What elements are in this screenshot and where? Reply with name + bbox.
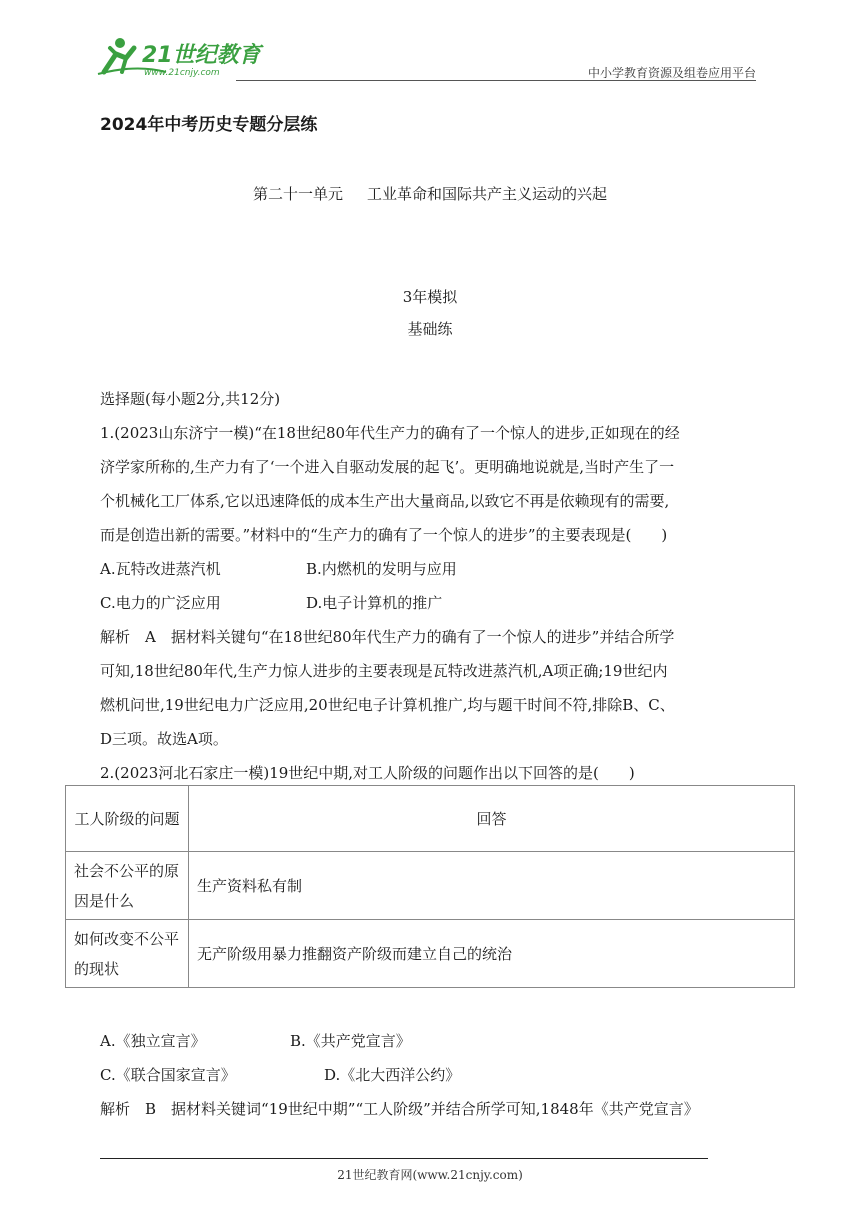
q1-options-row <box>100 552 770 586</box>
question-2-block <box>100 1024 770 1126</box>
q1-analysis-line: 可知,18世纪80年代,生产力惊人进步的主要表现是瓦特改进蒸汽机,A项正确;19世纪内 <box>100 662 668 680</box>
table-header-cell: 回答 <box>189 786 795 852</box>
table-header-cell: 工人阶级的问题 <box>66 786 189 852</box>
q1-stem-line: 1.(2023山东济宁一模)“在18世纪80年代生产力的确有了一个惊人的进步,正如现在的经 <box>100 424 680 442</box>
table-cell: 无产阶级用暴力推翻资产阶级而建立自己的统治 <box>189 920 795 988</box>
q1-analysis-line: 燃机问世,19世纪电力广泛应用,20世纪电子计算机推广,均与题干时间不符,排除B、C、 <box>100 696 675 714</box>
q1-options-row <box>100 586 770 620</box>
q1-stem-line: 而是创造出新的需要。”材料中的“生产力的确有了一个惊人的进步”的主要表现是( ) <box>100 526 668 544</box>
table-cell: 如何改变不公平的现状 <box>66 920 189 988</box>
section-heading: 选择题(每小题2分,共12分) <box>100 390 281 408</box>
table-cell: 社会不公平的原因是什么 <box>66 852 189 920</box>
table-cell: 生产资料私有制 <box>189 852 795 920</box>
q2-options-row <box>100 1024 770 1058</box>
footer-divider <box>100 1158 708 1159</box>
unit-title: 第二十一单元 工业革命和国际共产主义运动的兴起 <box>252 185 608 203</box>
q1-option-d[interactable]: D.电子计算机的推广 <box>306 594 443 612</box>
page-header <box>96 34 756 80</box>
q1-analysis-line: 解析 A 据材料关键句“在18世纪80年代生产力的确有了一个惊人的进步”并结合所学 <box>100 628 675 646</box>
footer-text[interactable]: 21世纪教育网(www.21cnjy.com) <box>337 1168 523 1182</box>
q2-option-a[interactable]: A.《独立宣言》 <box>100 1032 206 1050</box>
table-row <box>66 852 795 920</box>
q2-analysis-line: 解析 B 据材料关键词“19世纪中期”“工人阶级”并结合所学可知,1848年《共产党宣言》 <box>100 1100 699 1118</box>
table-row <box>66 920 795 988</box>
document-title: 2024年中考历史专题分层练 <box>100 115 318 135</box>
q2-option-c[interactable]: C.《联合国家宣言》 <box>100 1066 236 1084</box>
q1-option-b[interactable]: B.内燃机的发明与应用 <box>306 560 457 578</box>
table-row <box>66 786 795 852</box>
q1-analysis-line: D三项。故选A项。 <box>100 730 228 748</box>
q2-option-b[interactable]: B.《共产党宣言》 <box>290 1032 411 1050</box>
header-divider <box>236 80 756 81</box>
q2-option-d[interactable]: D.《北大西洋公约》 <box>324 1066 461 1084</box>
q1-stem-line: 济学家所称的,生产力有了‘一个进入自驱动发展的起飞’。更明确地说就是,当时产生了一 <box>100 458 675 476</box>
subtitle-3-year: 3年模拟 <box>402 288 458 306</box>
logo-21cnjy <box>96 34 266 80</box>
q1-stem-line: 个机械化工厂体系,它以迅速降低的成本生产出大量商品,以致它不再是依赖现有的需要, <box>100 492 670 510</box>
q1-option-c[interactable]: C.电力的广泛应用 <box>100 594 221 612</box>
svg-text:21世纪教育: 21世纪教育 <box>142 43 261 68</box>
subtitle-basic: 基础练 <box>407 320 453 338</box>
header-platform-text: 中小学教育资源及组卷应用平台 <box>587 66 756 80</box>
q2-stem: 2.(2023河北石家庄一模)19世纪中期,对工人阶级的问题作出以下回答的是( ) <box>100 764 635 782</box>
q2-options-row <box>100 1058 770 1092</box>
q2-table <box>65 785 795 988</box>
q1-option-a[interactable]: A.瓦特改进蒸汽机 <box>100 560 221 578</box>
question-1-block <box>100 382 770 790</box>
svg-text:www.21cnjy.com: www.21cnjy.com <box>144 68 220 78</box>
